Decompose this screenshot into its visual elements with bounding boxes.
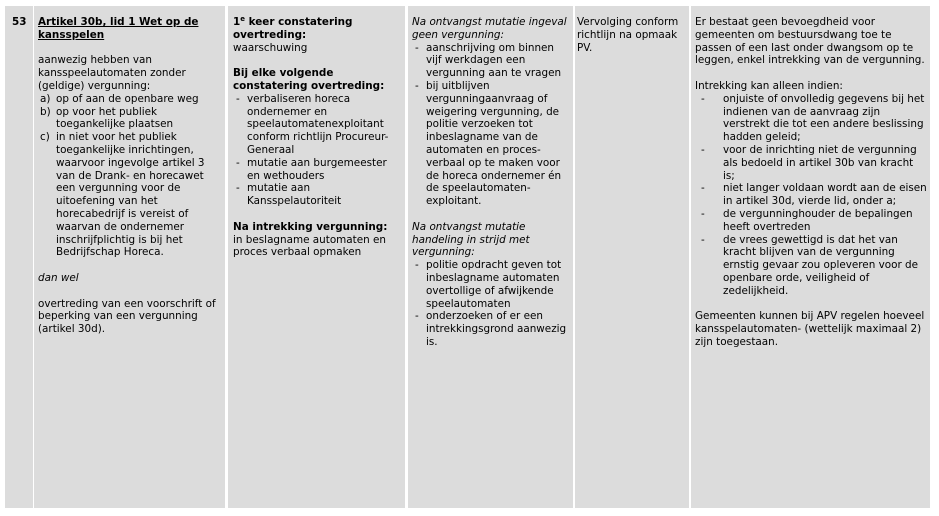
list-item: - verbaliseren horeca ondernemer en speelautomatenexploitant conform richtlijn Procureur-Generaal <box>233 93 403 157</box>
list-item: - voor de inrichting niet de vergunning als bedoeld in artikel 30b van kracht is; <box>695 144 928 182</box>
prosecution-cell <box>575 6 689 508</box>
row-number: 53 <box>12 16 27 28</box>
withdrawal-conditions <box>695 93 928 298</box>
row-number-cell <box>5 6 33 508</box>
list-item: - de vrees gewettigd is dat het van kracht blijven van de vergunning ernstig gevaar zou opleveren voor de openbare orde, veiligheid of zedelijkheid. <box>695 234 928 298</box>
remarks-para-3: Gemeenten kunnen bij APV regelen hoeveel kansspelautomaten- (wettelijk maximaal 2) zijn toegestaan. <box>695 310 925 348</box>
list-item: - de vergunninghouder de bepalingen heeft overtreden <box>695 208 928 234</box>
withdraw-heading: Na intrekking vergunning: <box>233 220 388 233</box>
list-item: b) op voor het publiek toegankelijke plaatsen <box>40 105 174 131</box>
list-item: - politie opdracht geven tot inbeslagname automaten overtollige of afwijkende speelautomaten <box>412 259 571 310</box>
list-item: - mutatie aan burgemeester en wethouders <box>233 157 403 183</box>
no-license-items <box>412 42 571 208</box>
police-action-cell <box>228 6 405 508</box>
list-item: c) in niet voor het publiek toegankelijke inrichtingen, waarvoor ingevolge artikel 3 van de Drank- en horecawet een vergunning voor de uitoefening van het horecabedrijf is vereist of waarvan de ondernemer inschrijfplichtig is bij het Bedrijfschap Horeca. <box>40 131 205 259</box>
offence-intro: aanwezig hebben van kansspeelautomaten zonder (geldige) vergunning: <box>38 54 186 92</box>
withdraw-text: in beslagname automaten en proces verbaal opmaken <box>233 233 387 259</box>
offence-items <box>38 93 223 259</box>
first-offence-text: waarschuwing <box>233 41 308 54</box>
municipality-action-cell <box>408 6 573 508</box>
list-item: - mutatie aan Kansspelautoriteit <box>233 182 403 208</box>
list-item: - niet langer voldaan wordt aan de eisen in artikel 30d, vierde lid, onder a; <box>695 182 928 208</box>
next-offence-heading: Bij elke volgende constatering overtreding: <box>233 67 385 92</box>
prosecution-text: Vervolging conform richtlijn na opmaak PV. <box>577 16 679 54</box>
list-item: - onderzoeken of er een intrekkingsgrond aanwezig is. <box>412 310 571 348</box>
list-item: - aanschrijving om binnen vijf werkdagen een vergunning aan te vragen <box>412 42 571 80</box>
first-offence-heading: 1e keer constatering overtreding: <box>233 15 353 41</box>
violation-items <box>412 259 571 349</box>
list-item: - onjuiste of onvolledig gegevens bij het indienen van de aanvraag zijn verstrekt die tot een andere beslissing hadden geleid; <box>695 93 928 144</box>
remarks-para-2: Intrekking kan alleen indien: <box>695 79 843 92</box>
next-offence-items <box>233 93 403 208</box>
violation-heading: Na ontvangst mutatie handeling in strijd met vergunning: <box>412 220 530 259</box>
offence-cell <box>34 6 225 508</box>
list-item: a) op of aan de openbare weg <box>40 92 199 105</box>
offence-connector: dan wel <box>38 271 79 284</box>
remarks-para-1: Er bestaat geen bevoegdheid voor gemeenten om bestuursdwang toe te passen of een last onder dwangsom op te leggen, enkel intrekking van de vergunning. <box>695 16 925 67</box>
list-item: - bij uitblijven vergunningaanvraag of weigering vergunning, de politie verzoeken tot inbeslagname van de automaten en proces-verbaal op te maken voor de horeca ondernemer én de speelautomaten-exploitant. <box>412 80 571 208</box>
offence-outro: overtreding van een voorschrift of beperking van een vergunning (artikel 30d). <box>38 297 216 336</box>
offence-title: Artikel 30b, lid 1 Wet op de kansspelen <box>38 16 199 41</box>
remarks-cell <box>691 6 930 508</box>
no-license-heading: Na ontvangst mutatie ingeval geen vergunning: <box>412 16 567 41</box>
